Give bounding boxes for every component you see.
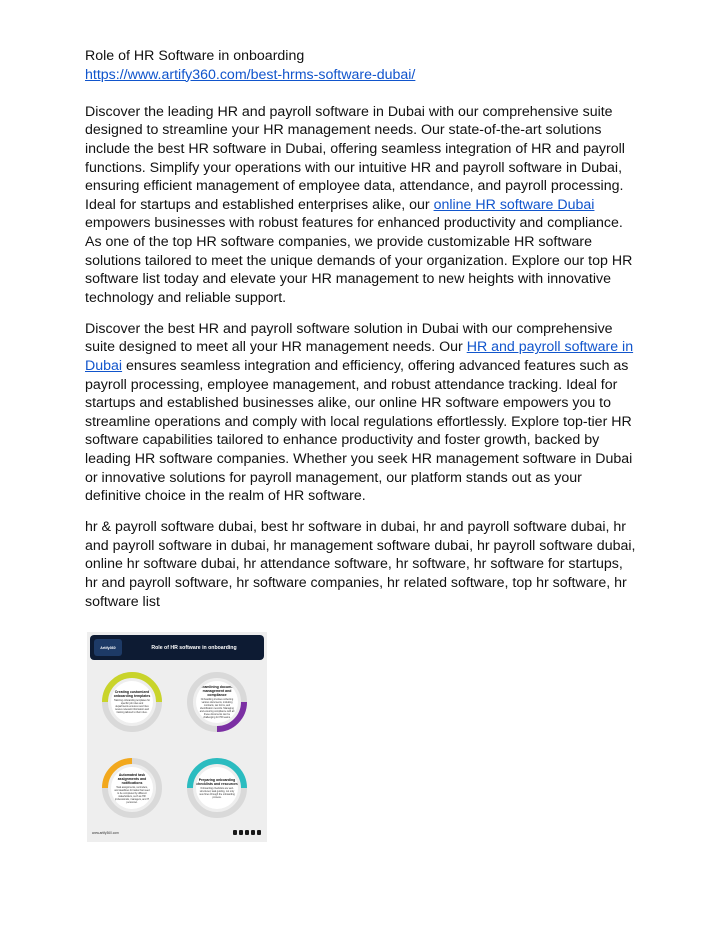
facebook-icon (233, 830, 238, 835)
document-body (85, 47, 637, 624)
twitter-icon (245, 830, 250, 835)
circle-item (100, 756, 164, 820)
item-title: Creating customized onboarding templates (113, 690, 151, 698)
item-description: Onboarding involves collecting various documents, including contracts, tax forms, and identification records. Managing and ensuring compliance with all these documents can be challenging for HR teams. (199, 698, 235, 719)
youtube-icon (257, 830, 262, 835)
item-title: Preparing onboarding checklists and resources (196, 777, 238, 786)
artify360-logo: Artify360 (94, 639, 122, 656)
item-title: Automated task assignments and notifications (117, 772, 147, 785)
item-description: Tailoring onboarding templates for specific job roles and departments ensures new hires receive relevant information and training tailored to their roles. (114, 699, 151, 714)
item-description: Task assignments, reminders, and deadlines for tasks that need to be completed by different stakeholders, such as HR professionals, managers, and IT personnel. (114, 785, 150, 804)
paragraph-2: Discover the best HR and payroll software solution in Dubai with our comprehensive suite designed to meet all your HR management needs. Our HR and payroll software in Dubai ensures seamless integration and efficiency, offering advanced features such as payroll processing, employee management, and robust attendance tracking. Ideal for startups and established businesses alike, our online HR software empowers you to streamline operations and comply with local regulations effortlessly. Explore top-tier HR software capabilities tailored to enhance productivity and foster growth, backed by leading HR software companies. Whether you seek HR management software in Dubai or innovative solutions for payroll management, our platform stands out as your definitive choice in the realm of HR software. (85, 320, 634, 505)
online-hr-software-link[interactable]: online HR software Dubai (433, 196, 595, 213)
infographic-footer-url: www.artify360.com (92, 831, 119, 835)
infographic-title: Role of HR software in onboarding (128, 642, 260, 653)
circle-item (185, 670, 249, 734)
item-title: Streamlining document management and compliance (197, 685, 237, 697)
circle-item (100, 670, 164, 734)
infographic-header (90, 635, 264, 660)
infographic-image (87, 632, 267, 842)
circle-item (185, 756, 249, 820)
item-description: Onboarding checklists are well-structured, task guiding, not only new hires through the onboarding process. (199, 786, 235, 799)
social-icons (233, 830, 262, 835)
paragraph-1: Discover the leading HR and payroll software in Dubai with our comprehensive suite designed to streamline your HR management needs. Our state-of-the-art solutions include the best HR software in Dubai, offering seamless integration of HR and payroll functions. Simplify your operations with our intuitive HR and payroll software in Dubai, ensuring efficient management of employee data, attendance, and payroll processing. Ideal for startups and established enterprises alike, our online HR software Dubai empowers businesses with robust features for enhanced productivity and compliance. As one of the top HR software companies, we provide customizable HR software solutions tailored to meet the unique demands of your organization. Explore our top HR software list today and elevate your HR management to new heights with innovative technology and reliable support. (85, 103, 633, 306)
instagram-icon (239, 830, 244, 835)
keywords-paragraph: hr & payroll software dubai, best hr software in dubai, hr and payroll software dubai, hr and payroll software in dubai, hr management software dubai, hr payroll software dubai, online hr software dubai, hr attendance software, hr software, hr software for startups, hr and payroll software, hr software companies, hr related software, top hr software, hr software list (85, 519, 636, 610)
document-title: Role of HR Software in onboarding (85, 48, 305, 64)
source-link[interactable]: https://www.artify360.com/best-hrms-software-dubai/ (85, 66, 416, 83)
linkedin-icon (251, 830, 256, 835)
hr-payroll-software-link[interactable]: HR and payroll software in Dubai (85, 339, 634, 374)
